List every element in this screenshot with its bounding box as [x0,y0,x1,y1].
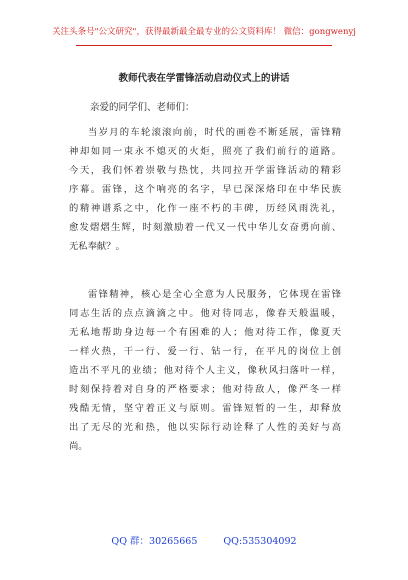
paragraph-line: 出了无尽的光和热，他以实际行动诠释了人性的美好与高 [69,422,341,433]
paragraph-line: 今天，我们怀着崇敬与热忱，共同拉开学雷锋活动的精彩 [69,165,341,176]
paragraph-line: 愈发熠熠生辉，时刻激励着一代又一代中华儿女奋勇向前、 [69,222,341,233]
paragraph-line: 残酷无情，坚守着正义与原则。雷锋短暂的一生，却释放 [69,403,341,414]
paragraph-line: 当岁月的车轮滚滚向前，时代的画卷不断延展，雷锋精 [88,127,341,138]
header-divider [76,45,332,46]
paragraph-line: 造出不平凡的业绩；他对待个人主义，像秋风扫落叶一样， [69,365,341,376]
paragraph-line: 的精神谱系之中，化作一座不朽的丰碑，历经风雨洗礼， [69,203,341,214]
paragraph-line: 同志生活的点点滴滴之中。他对待同志，像春天般温暖， [69,308,341,319]
paragraph-line: 无私奉献？。 [69,241,125,252]
paragraph-line: 一样火热，干一行、爱一行、钻一行，在平凡的岗位上创 [69,346,341,357]
paragraph-line: 尚。 [69,441,88,452]
paragraph-line: 时刻保持着对自身的严格要求；他对待敌人，像严冬一样 [69,384,341,395]
paragraph-1 [69,123,341,256]
document-title: 教师代表在学雷锋活动启动仪式上的讲话 [118,73,290,84]
paragraph-2 [69,285,341,456]
paragraph-line: 雷锋精神，核心是全心全意为人民服务，它体现在雷锋 [88,289,341,300]
footer-qq: QQ:535304092 [223,536,297,547]
paragraph-line: 序幕。雷锋，这个响亮的名字，早已深深烙印在中华民族 [69,184,341,195]
footer-qq-group: QQ 群：30265665 [111,536,198,547]
paragraph-line: 神却如同一束永不熄灭的火炬，照亮了我们前行的道路。 [69,146,341,157]
footer-contact [0,533,408,547]
paragraph-line: 无私地帮助身边每一个有困难的人；他对待工作，像夏天 [69,327,341,338]
header-promo-text: 关注头条号"公文研究"，获得最新最全最专业的公文资料库！ 微信：gongwenyj [52,27,356,37]
greeting-line: 亲爱的同学们、老师们： [90,102,195,113]
